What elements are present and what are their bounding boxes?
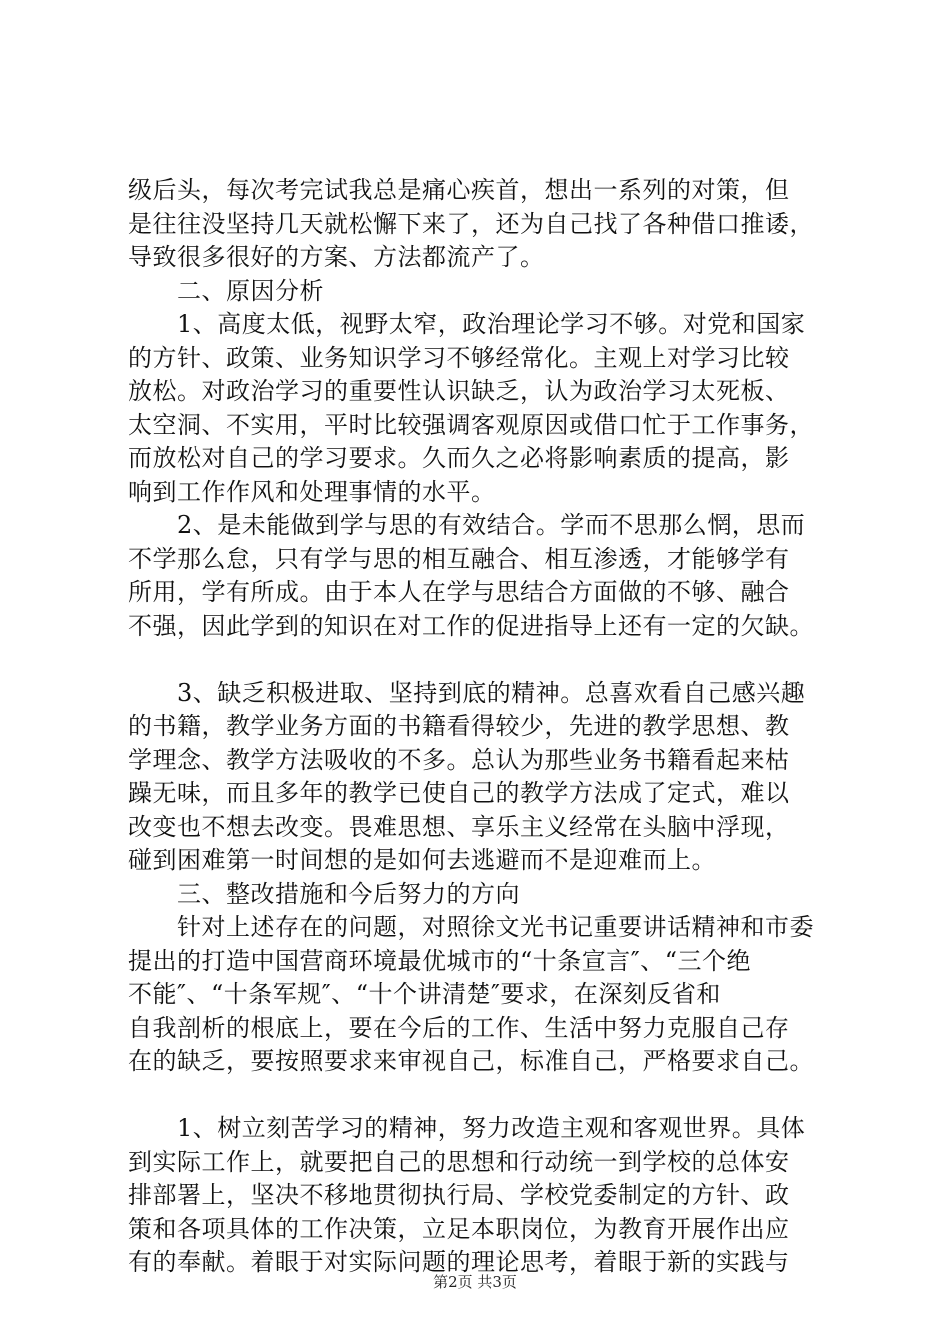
- text-line: 提出的打造中国营商环境最优城市的“十条宣言″、“三个绝: [128, 946, 752, 975]
- text-line: 排部署上，坚决不移地贯彻执行局、学校党委制定的方针、政: [128, 1181, 790, 1209]
- text-line: 改变也不想去改变。畏难思想、享乐主义经常在头脑中浮现，: [128, 812, 790, 841]
- text-line: 1、树立刻苦学习的精神，努力改造主观和客观世界。具体: [128, 1114, 806, 1142]
- text-line: 太空洞、不实用，平时比较强调客观原因或借口忙于工作事务，: [128, 410, 814, 439]
- paragraph-gap: [128, 1079, 850, 1113]
- text-line: 在的缺乏，要按照要求来审视自己，标准自己，严格要求自己。: [128, 1047, 814, 1075]
- text-line: 针对上述存在的问题，对照徐文光书记重要讲话精神和市委: [128, 913, 814, 941]
- text-line: 学理念、教学方法吸收的不多。总认为那些业务书籍看起来枯: [128, 745, 790, 774]
- text-line: 而放松对自己的学习要求。久而久之必将影响素质的提高，影: [128, 444, 790, 472]
- text-line: 的书籍，教学业务方面的书籍看得较少，先进的教学思想、教: [128, 712, 790, 740]
- document-body: [128, 174, 850, 1280]
- text-line: 不强，因此学到的知识在对工作的促进指导上还有一定的欠缺。: [128, 611, 814, 640]
- text-line: 级后头，每次考完试我总是痛心疾首，想出一系列的对策，但: [128, 176, 790, 204]
- text-line: 响到工作作风和处理事情的水平。: [128, 477, 496, 506]
- paragraph-gap: [128, 643, 850, 677]
- text-line: 躁无味，而且多年的教学已使自己的教学方法成了定式，难以: [128, 779, 790, 807]
- text-line: 到实际工作上，就要把自己的思想和行动统一到学校的总体安: [128, 1147, 790, 1176]
- text-line: 放松。对政治学习的重要性认识缺乏，认为政治学习太死板、: [128, 377, 790, 405]
- text-line: 有的奉献。着眼于对实际问题的理论思考，着眼于新的实践与: [128, 1248, 790, 1276]
- text-line: 3、缺乏积极进取、坚持到底的精神。总喜欢看自己感兴趣: [128, 678, 806, 707]
- section-heading: 二、原因分析: [128, 276, 324, 305]
- text-line: 2、是未能做到学与思的有效结合。学而不思那么惘，思而: [128, 511, 806, 539]
- text-line: 1、高度太低，视野太窄，政治理论学习不够。对党和国家: [128, 310, 806, 338]
- text-line: 所用，学有所成。由于本人在学与思结合方面做的不够、融合: [128, 578, 790, 606]
- section-heading: 三、整改措施和今后努力的方向: [128, 879, 520, 908]
- text-line: 不学那么怠，只有学与思的相互融合、相互渗透，才能够学有: [128, 544, 790, 573]
- text-line: 策和各项具体的工作决策，立足本职岗位，为教育开展作出应: [128, 1214, 790, 1243]
- text-line: 不能″、“十条军规″、“十个讲清楚″要求，在深刻反省和: [128, 980, 721, 1008]
- text-line: 的方针、政策、业务知识学习不够经常化。主观上对学习比较: [128, 343, 790, 372]
- text-line: 自我剖析的根底上，要在今后的工作、生活中努力克服自己存: [128, 1013, 790, 1042]
- page-number-footer: 第2页 共3页: [433, 1273, 517, 1291]
- text-line: 是往往没坚持几天就松懈下来了，还为自己找了各种借口推诿，: [128, 209, 814, 238]
- text-line: 导致很多很好的方案、方法都流产了。: [128, 243, 545, 271]
- text-line: 碰到困难第一时间想的是如何去逃避而不是迎难而上。: [128, 846, 716, 874]
